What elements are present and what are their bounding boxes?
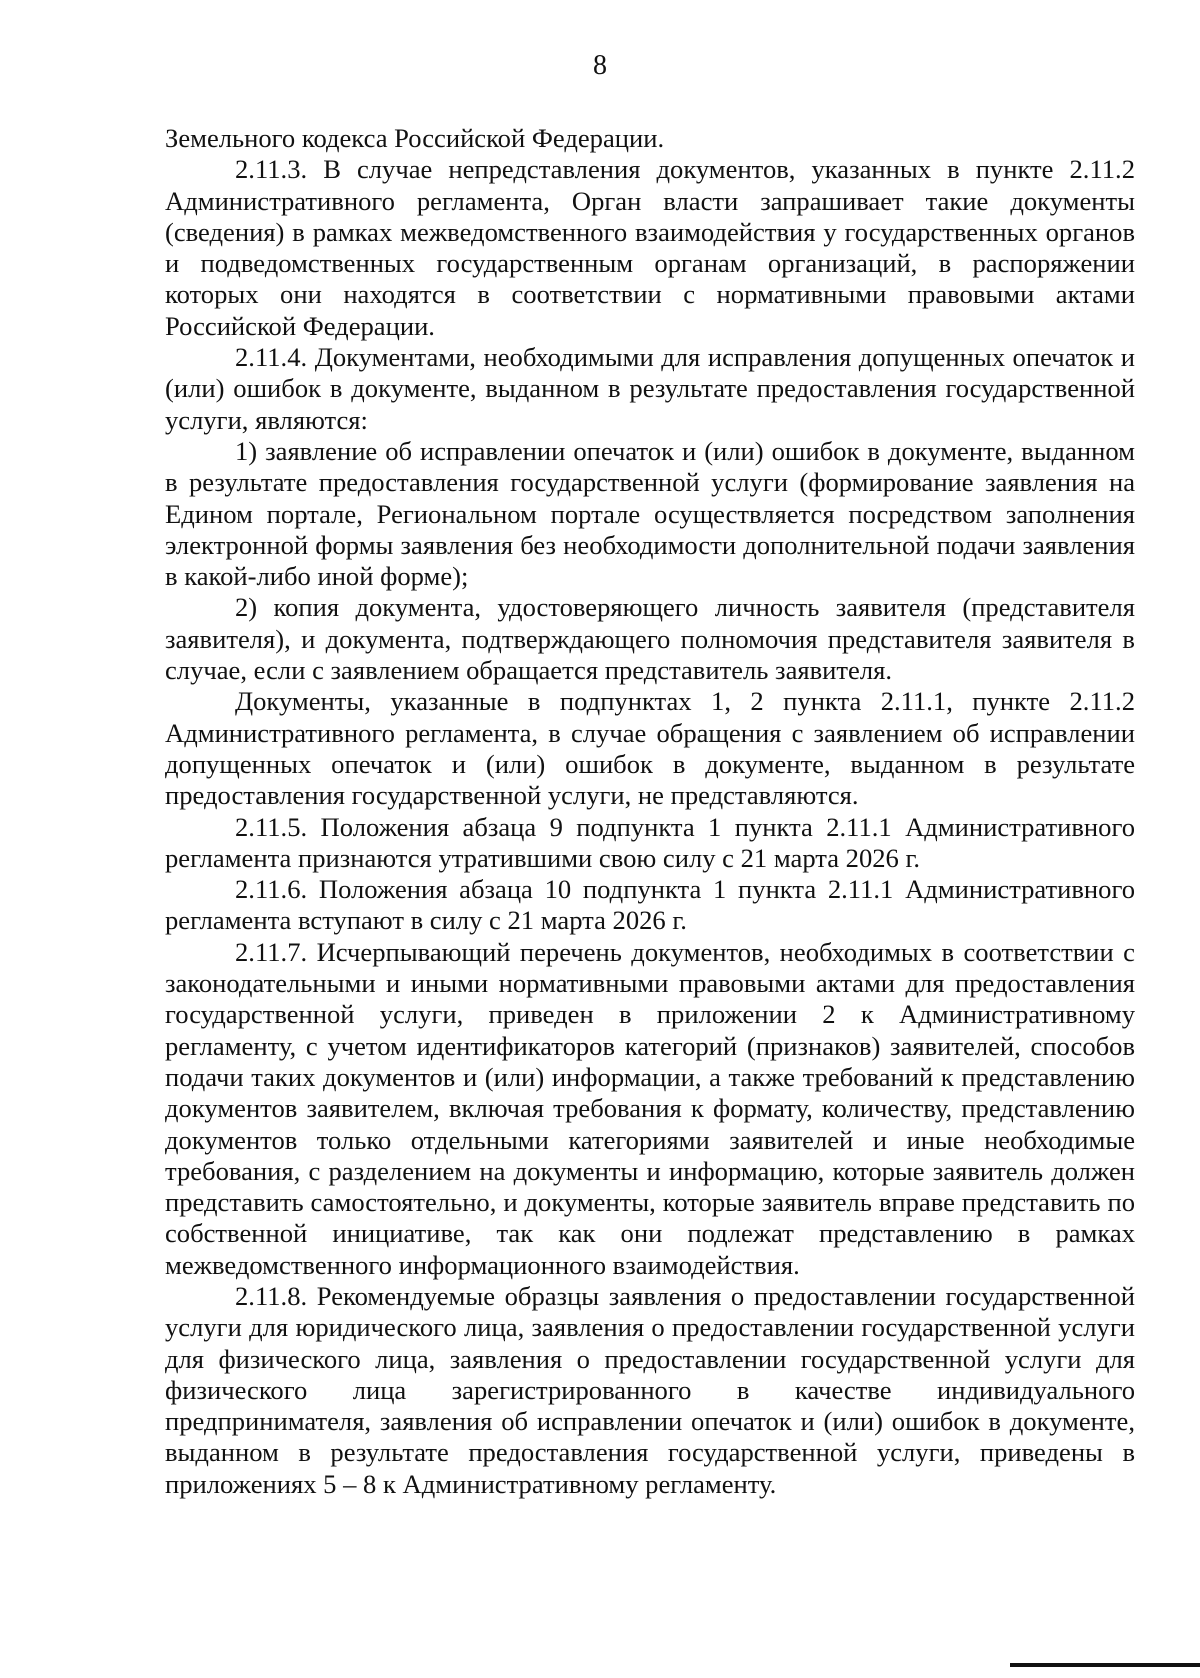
paragraph-10: 2.11.8. Рекомендуемые образцы заявления о предоставлении государственной услуги для юридического лица, заявления о предоставлении государственной услуги для физического лица, заявления о предоставлении государственной услуги для физического лица зарегистрированного в качестве индивидуального предпринимателя, заявления об исправлении опечаток и (или) ошибок в документе, выданном в результате предоставления государственной услуги, приведены в приложениях 5 – 8 к Административному регламенту. bbox=[165, 1280, 1135, 1499]
paragraph-1: Земельного кодекса Российской Федерации. bbox=[165, 123, 665, 153]
document-body bbox=[165, 123, 1135, 1500]
paragraph-9: 2.11.7. Исчерпывающий перечень документов, необходимых в соответствии с законодательными и иными нормативными правовыми актами для предоставления государственной услуги, приведен в приложении 2 к Административному регламенту, с учетом идентификаторов категорий (признаков) заявителей, способов подачи таких документов и (или) информации, а также требований к представлению документов заявителем, включая требования к формату, количеству, представлению документов только отдельными категориями заявителей и иные необходимые требования, с разделением на документы и информацию, которые заявитель должен представить самостоятельно, и документы, которые заявитель вправе представить по собственной инициативе, так как они подлежат представлению в рамках межведомственного информационного взаимодействия. bbox=[165, 936, 1135, 1280]
paragraph-3: 2.11.4. Документами, необходимыми для исправления допущенных опечаток и (или) ошибок в документе, выданном в результате предоставления государственной услуги, являются: bbox=[165, 342, 1135, 435]
paragraph-6: Документы, указанные в подпунктах 1, 2 пункта 2.11.1, пункте 2.11.2 Административного регламента, в случае обращения с заявлением об исправлении допущенных опечаток и (или) ошибок в документе, выданном в результате предоставления государственной услуги, не представляются. bbox=[165, 686, 1135, 811]
paragraph-2: 2.11.3. В случае непредставления документов, указанных в пункте 2.11.2 Административного регламента, Орган власти запрашивает такие документы (сведения) в рамках межведомственного взаимодействия у государственных органов и подведомственных государственным органам организаций, в распоряжении которых они находятся в соответствии с нормативными правовыми актами Российской Федерации. bbox=[165, 154, 1135, 341]
page-number: 8 bbox=[593, 50, 607, 81]
paragraph-4: 1) заявление об исправлении опечаток и (или) ошибок в документе, выданном в результате предоставления государственной услуги (формирование заявления на Едином портале, Региональном портале осуществляется посредством заполнения электронной формы заявления без необходимости дополнительной подачи заявления в какой-либо иной форме); bbox=[165, 435, 1135, 592]
paragraph-5: 2) копия документа, удостоверяющего личность заявителя (представителя заявителя), и документа, подтверждающего полномочия представителя заявителя в случае, если с заявлением обращается представитель заявителя. bbox=[165, 592, 1135, 686]
footer-rule bbox=[1010, 1663, 1200, 1667]
paragraph-8: 2.11.6. Положения абзаца 10 подпункта 1 пункта 2.11.1 Административного регламента вступают в силу с 21 марта 2026 г. bbox=[165, 874, 1135, 936]
paragraph-7: 2.11.5. Положения абзаца 9 подпункта 1 пункта 2.11.1 Административного регламента признаются утратившими свою силу с 21 марта 2026 г. bbox=[165, 811, 1135, 873]
